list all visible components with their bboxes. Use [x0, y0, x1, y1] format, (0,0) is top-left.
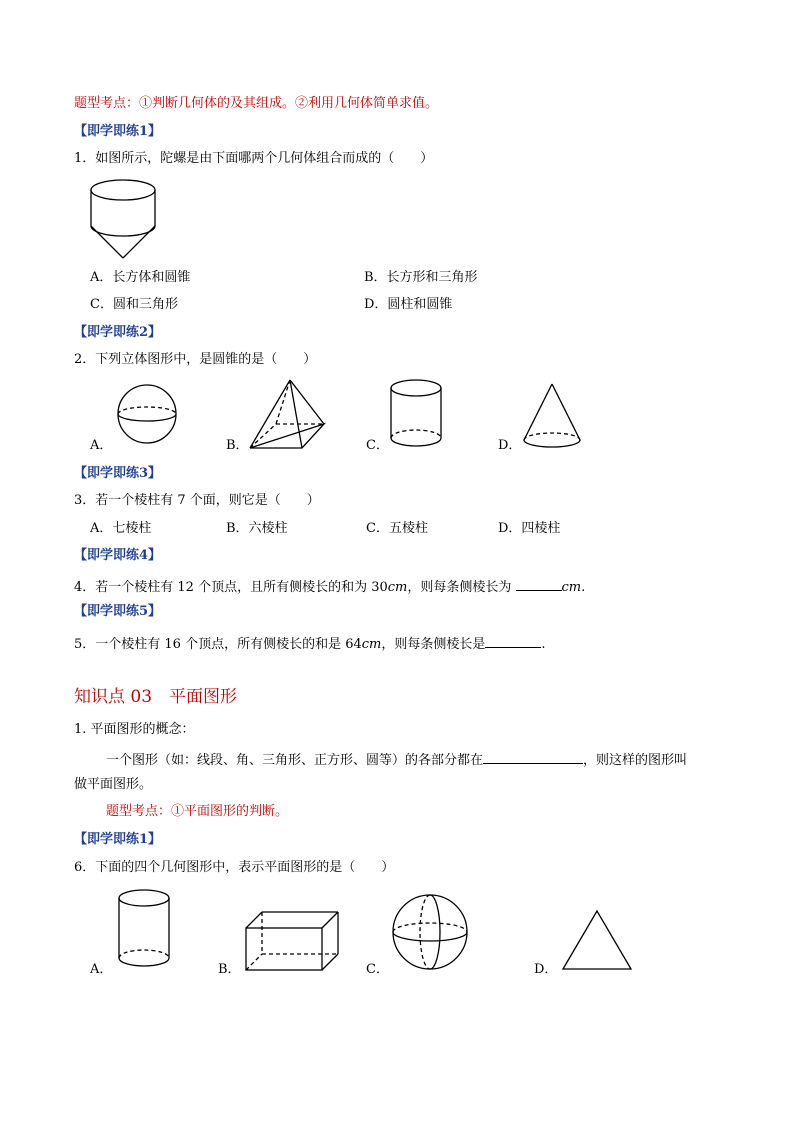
question-2-option-a[interactable]: A． [90, 438, 113, 453]
question-6-option-b[interactable]: B． [218, 962, 241, 977]
question-5-answer-blank[interactable] [485, 634, 541, 648]
section3-item-1: 1. 平面图形的概念： [74, 722, 195, 737]
question-4-stem: 4．若一个棱柱有 12 个顶点，且所有侧棱长的和为 30cm，则每条侧棱长为 cm. [74, 577, 585, 596]
section3-hint: 题型考点：①平面图形的判断。 [106, 804, 289, 819]
question-6-stem: 6．下面的四个几何图形中，表示平面图形的是（ ） [74, 860, 395, 875]
pyramid-figure [246, 378, 328, 450]
question-6-option-a[interactable]: A． [90, 962, 113, 977]
question-3-option-d[interactable]: D．四棱柱 [498, 521, 561, 536]
question-2-option-b[interactable]: B． [226, 438, 249, 453]
exercise-tag-5: 【即学即练5】 [74, 604, 162, 619]
section3-heading: 知识点 03 平面图形 [74, 687, 238, 707]
question-6-option-c[interactable]: C． [366, 962, 389, 977]
question-3-option-c[interactable]: C．五棱柱 [366, 521, 428, 536]
exercise-tag-2: 【即学即练2】 [74, 325, 162, 340]
exercise-tag-1: 【即学即练1】 [74, 124, 162, 139]
question-3-stem: 3．若一个棱柱有 7 个面，则它是（ ） [74, 493, 320, 508]
cylinder-figure-2 [116, 888, 172, 970]
question-5-stem: 5．一个棱柱有 16 个顶点，所有侧棱长的和是 64cm，则每条侧棱长是 . [74, 634, 546, 653]
exercise-tag-3: 【即学即练3】 [74, 466, 162, 481]
question-2-stem: 2．下列立体图形中，是圆锥的是（ ） [74, 352, 317, 367]
plane-figure-definition-cont: 做平面图形。 [74, 777, 153, 792]
triangle-figure [560, 908, 634, 972]
question-1-stem: 1．如图所示，陀螺是由下面哪两个几何体组合而成的（ ） [74, 151, 434, 166]
question-4-answer-blank[interactable] [516, 577, 562, 591]
question-1-option-b[interactable]: B．长方形和三角形 [364, 270, 478, 285]
exercise-tag-4: 【即学即练4】 [74, 548, 162, 563]
question-1-option-a[interactable]: A．长方体和圆锥 [90, 270, 191, 285]
sphere-figure-2 [390, 892, 470, 972]
sphere-figure [115, 382, 179, 446]
cone-figure [520, 382, 584, 450]
question-2-option-c[interactable]: C． [366, 438, 389, 453]
section2-hint: 题型考点：①判断几何体的及其组成。②利用几何体简单求值。 [74, 96, 439, 111]
question-3-option-a[interactable]: A．七棱柱 [90, 521, 152, 536]
plane-figure-definition: 一个图形（如：线段、角、三角形、正方形、圆等）的各部分都在 ，则这样的图形叫 [106, 750, 687, 769]
question-3-option-b[interactable]: B．六棱柱 [226, 521, 288, 536]
section3-exercise-tag-1: 【即学即练1】 [74, 832, 162, 847]
question-1-option-d[interactable]: D．圆柱和圆锥 [364, 297, 453, 312]
question-6-option-d[interactable]: D． [534, 962, 558, 977]
spinning-top-figure [88, 178, 158, 262]
cuboid-figure [244, 910, 340, 972]
question-1-option-c[interactable]: C．圆和三角形 [90, 297, 178, 312]
question-2-option-d[interactable]: D． [498, 438, 522, 453]
cylinder-figure [388, 378, 444, 450]
definition-blank[interactable] [483, 750, 583, 764]
